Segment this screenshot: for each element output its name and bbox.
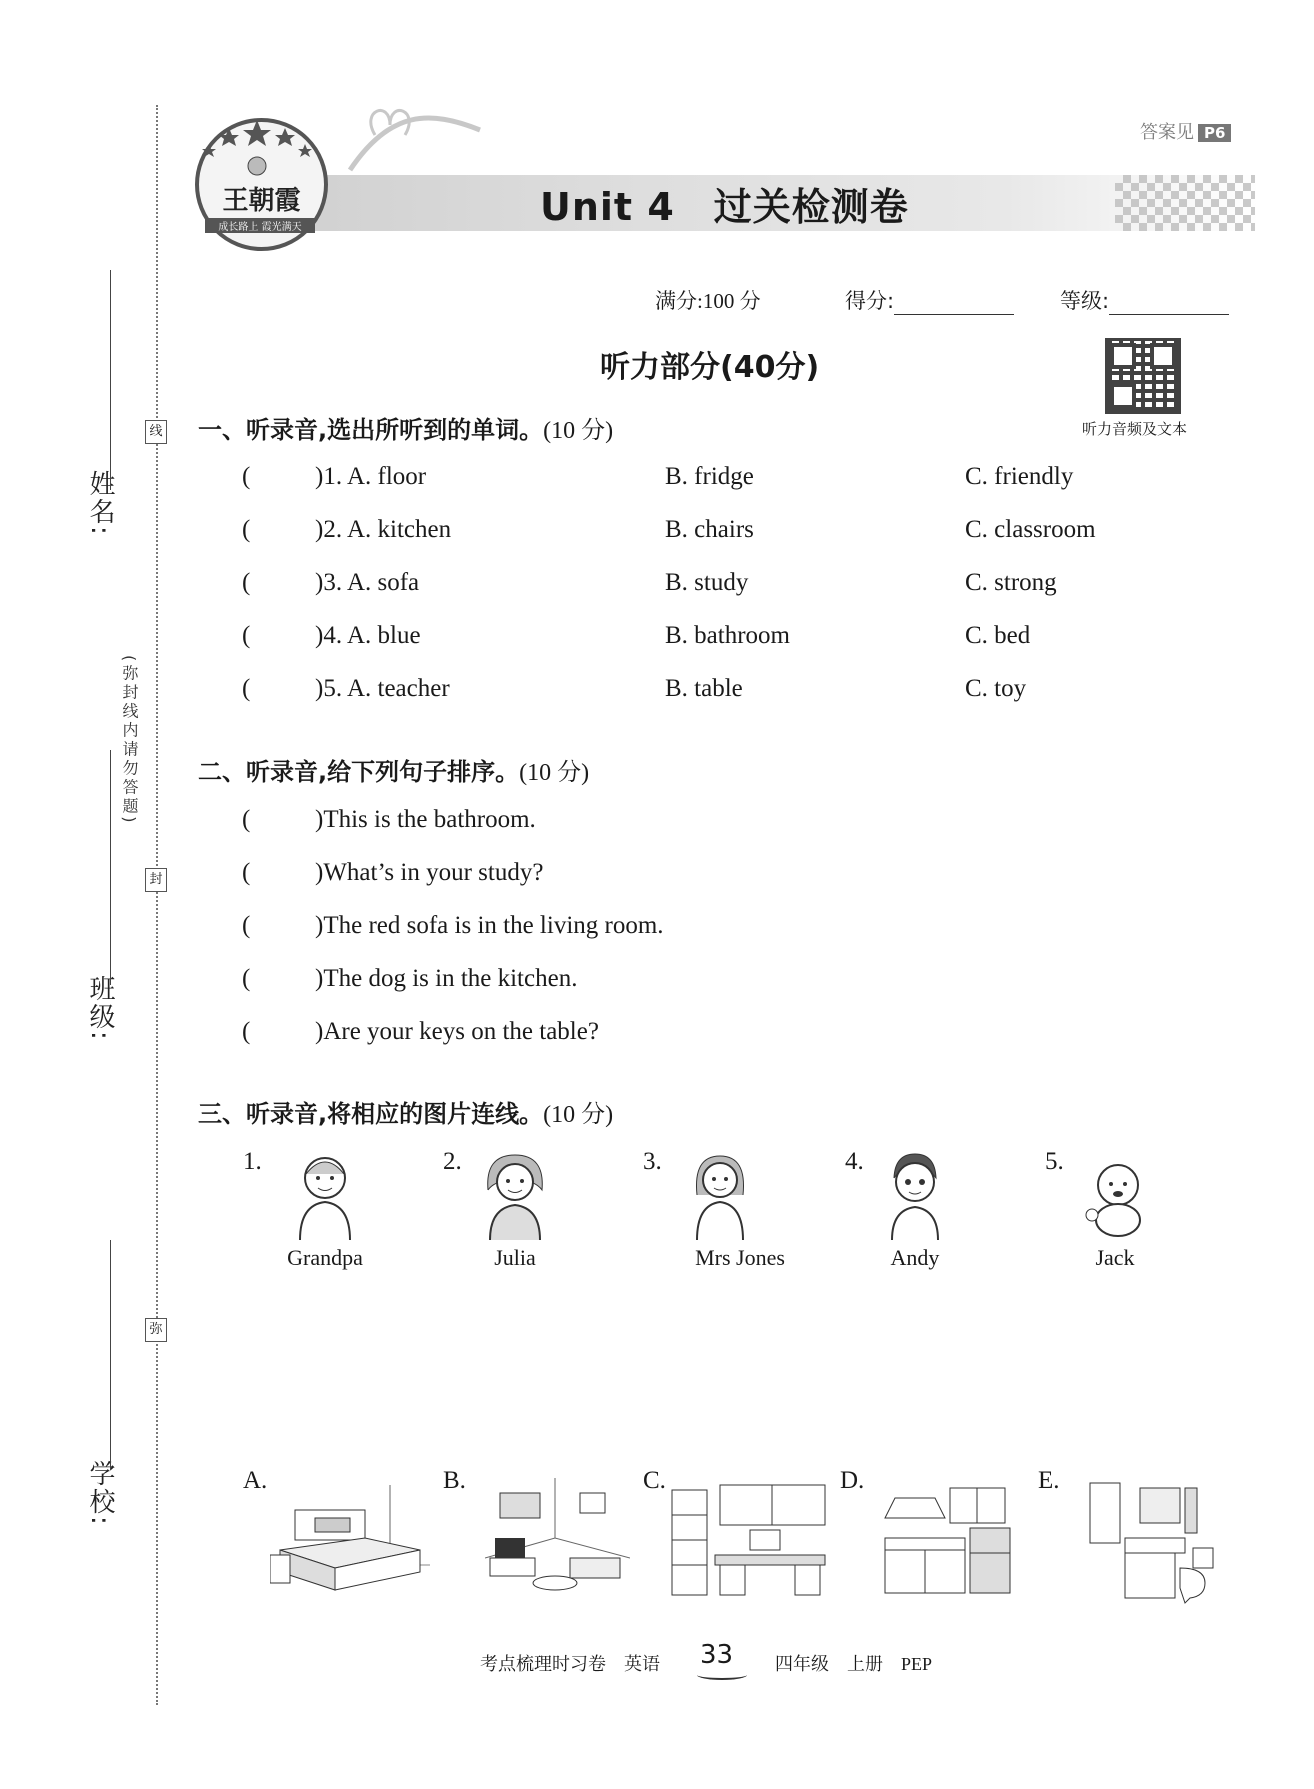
person-num-5: 5. [1045, 1148, 1064, 1175]
logo-text: 王朝霞 [222, 186, 301, 216]
s1-item-5-c: C. toy [965, 675, 1027, 702]
s1-item-5-b: B. table [665, 675, 743, 702]
s1-item-3-b: B. study [665, 569, 749, 596]
logo-slogan: 成长路上 霞光满天 [205, 218, 315, 233]
s1-item-2-a: )2. A. kitchen [315, 516, 452, 543]
bedroom-icon[interactable] [270, 1480, 430, 1605]
s1-item-4-b: B. bathroom [665, 622, 790, 649]
s1-paren-1[interactable]: ( [242, 463, 251, 490]
s1-paren-2[interactable]: ( [242, 516, 251, 543]
seal-char-feng: 封 [145, 868, 167, 892]
living-room-icon[interactable] [485, 1478, 630, 1603]
s2-paren-4[interactable]: ( [242, 965, 251, 992]
s1-paren-5[interactable]: ( [242, 675, 251, 702]
person-num-1: 1. [243, 1148, 262, 1175]
s1-item-3-c: C. strong [965, 569, 1057, 596]
grade-field [1060, 285, 1229, 315]
person-name-grandpa: Grandpa [287, 1245, 363, 1270]
school-label: 学校: [85, 1460, 115, 1527]
s2-item-1: )This is the bathroom. [315, 806, 536, 833]
seal-char-line: 线 [145, 420, 167, 444]
s2-paren-5[interactable]: ( [242, 1018, 251, 1045]
footer-right: 四年级 上册 PEP [775, 1654, 933, 1674]
s1-item-2-c: C. classroom [965, 516, 1096, 543]
score-label: 得分: [845, 289, 895, 313]
answer-page-tag: P6 [1198, 124, 1231, 142]
full-score: 满分:100 分 [655, 289, 761, 313]
s1-item-4-a: )4. A. blue [315, 622, 421, 649]
page-title: Unit 4 过关检测卷 [540, 185, 909, 229]
section3-heading [198, 1094, 613, 1129]
kitchen-icon[interactable] [875, 1478, 1020, 1603]
score-field [845, 285, 1014, 315]
room-letter-d: D. [840, 1467, 865, 1494]
s2-paren-2[interactable]: ( [242, 859, 251, 886]
s1-paren-4[interactable]: ( [242, 622, 251, 649]
s1-paren-3[interactable]: ( [242, 569, 251, 596]
jack-baby-icon[interactable] [1080, 1160, 1150, 1240]
s1-item-1-c: C. friendly [965, 463, 1074, 490]
room-letter-a: A. [243, 1467, 268, 1494]
open-book-icon [697, 1670, 747, 1680]
section1-heading-text: 一、听录音,选出所听到的单词。 [198, 416, 544, 444]
s1-item-1-a: )1. A. floor [315, 463, 427, 490]
s1-item-2-b: B. chairs [665, 516, 754, 543]
grade-blank[interactable] [1109, 292, 1229, 315]
s2-paren-1[interactable]: ( [242, 806, 251, 833]
mrs-jones-icon[interactable] [685, 1150, 755, 1240]
publisher-logo [195, 118, 328, 251]
class-label: 班级: [85, 975, 115, 1042]
bathroom-icon[interactable] [1075, 1478, 1220, 1608]
s1-item-1-b: B. fridge [665, 463, 754, 490]
page-number: 33 [700, 1640, 734, 1670]
person-name-julia: Julia [494, 1245, 536, 1270]
grade-label: 等级: [1060, 289, 1110, 313]
seal-note: (弥封线内请勿答题) [120, 655, 139, 826]
s2-item-3: )The red sofa is in the living room. [315, 912, 664, 939]
banner-checker-pattern [1115, 175, 1255, 231]
answer-ref-label: 答案见 [1140, 122, 1194, 143]
s1-item-5-a: )5. A. teacher [315, 675, 450, 702]
study-icon[interactable] [670, 1480, 830, 1605]
person-num-4: 4. [845, 1148, 864, 1175]
s2-paren-3[interactable]: ( [242, 912, 251, 939]
julia-icon[interactable] [480, 1150, 550, 1240]
andy-icon[interactable] [880, 1150, 950, 1240]
answer-reference [1140, 118, 1231, 144]
person-name-andy: Andy [890, 1245, 940, 1270]
room-letter-e: E. [1038, 1467, 1060, 1494]
section2-points: (10 分) [519, 760, 590, 786]
s2-item-5: )Are your keys on the table? [315, 1018, 599, 1045]
person-num-2: 2. [443, 1148, 462, 1175]
qr-code-icon[interactable] [1105, 338, 1181, 414]
section3-points: (10 分) [543, 1102, 614, 1128]
s2-item-2: )What’s in your study? [315, 859, 544, 886]
class-underline [110, 750, 111, 985]
section2-heading-text: 二、听录音,给下列句子排序。 [198, 758, 520, 786]
seal-char-mi: 弥 [145, 1318, 167, 1342]
ribbon-decoration [330, 100, 490, 180]
person-name-mrs-jones: Mrs Jones [695, 1245, 785, 1270]
room-letter-b: B. [443, 1467, 466, 1494]
section1-points: (10 分) [543, 418, 614, 444]
s1-item-4-c: C. bed [965, 622, 1031, 649]
s2-item-4: )The dog is in the kitchen. [315, 965, 578, 992]
seal-dotted-line [156, 105, 158, 1705]
section2-heading [198, 752, 589, 787]
person-num-3: 3. [643, 1148, 662, 1175]
score-blank[interactable] [894, 292, 1014, 315]
qr-caption: 听力音频及文本 [1082, 422, 1188, 438]
section1-heading [198, 410, 613, 445]
room-letter-c: C. [643, 1467, 666, 1494]
person-name-jack: Jack [1095, 1245, 1135, 1270]
s1-item-3-a: )3. A. sofa [315, 569, 420, 596]
footer-left: 考点梳理时习卷 英语 [480, 1654, 660, 1674]
name-label: 姓名: [85, 470, 115, 537]
name-underline [110, 270, 111, 490]
listening-part-title: 听力部分(40分) [600, 350, 820, 385]
section3-heading-text: 三、听录音,将相应的图片连线。 [198, 1100, 544, 1128]
school-underline [110, 1240, 111, 1470]
grandpa-icon[interactable] [290, 1150, 360, 1240]
